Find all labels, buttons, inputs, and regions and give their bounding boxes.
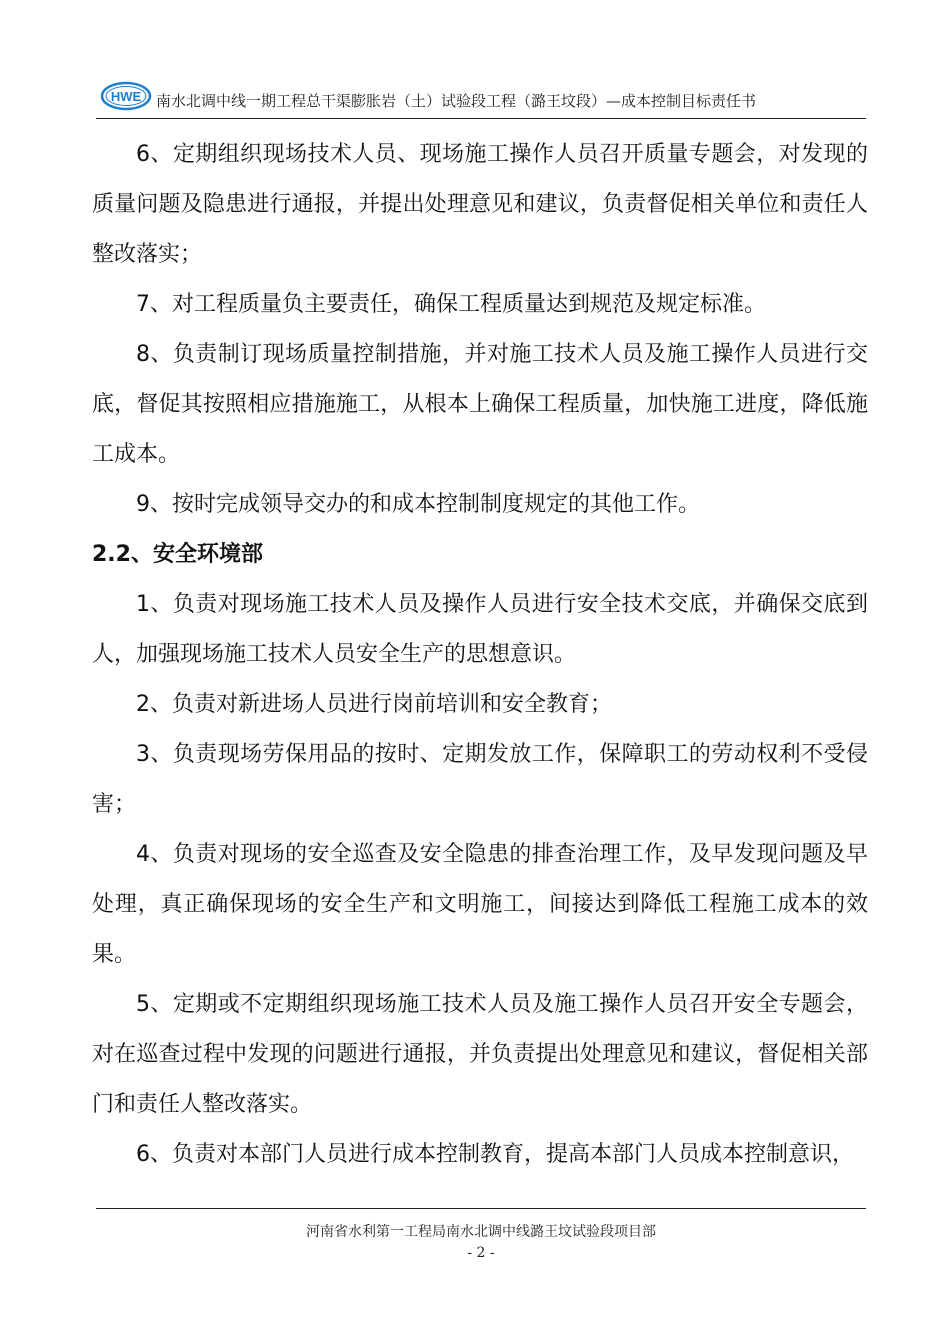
paragraph-7: 7、对工程质量负主要责任，确保工程质量达到规范及规定标准。 bbox=[136, 292, 766, 317]
section-paragraph-1: 1、负责对现场施工技术人员及操作人员进行安全技术交底，并确保交底到人，加强现场施工技术人员安全生产的思想意识。 bbox=[92, 592, 868, 667]
section-paragraph-5: 5、定期或不定期组织现场施工技术人员及施工操作人员召开安全专题会，对在巡查过程中发现的问题进行通报，并负责提出处理意见和建议，督促相关部门和责任人整改落实。 bbox=[92, 992, 868, 1117]
hwe-logo bbox=[100, 80, 152, 112]
section-heading: 2.2、安全环境部 bbox=[92, 542, 263, 567]
page-number: - 2 - bbox=[467, 1245, 495, 1261]
section-paragraph-3: 3、负责现场劳保用品的按时、定期发放工作，保障职工的劳动权利不受侵害； bbox=[92, 742, 868, 817]
section-paragraph-4: 4、负责对现场的安全巡查及安全隐患的排查治理工作，及早发现问题及早处理，真正确保现场的安全生产和文明施工，间接达到降低工程施工成本的效果。 bbox=[92, 842, 868, 967]
page-footer bbox=[96, 1208, 866, 1259]
page-header bbox=[96, 78, 866, 119]
section-paragraph-2: 2、负责对新进场人员进行岗前培训和安全教育； bbox=[136, 692, 612, 717]
document-body bbox=[92, 130, 868, 1180]
footer-organization: 河南省水利第一工程局南水北调中线潞王坟试验段项目部 bbox=[306, 1224, 656, 1240]
paragraph-8: 8、负责制订现场质量控制措施，并对施工技术人员及施工操作人员进行交底，督促其按照相应措施施工，从根本上确保工程质量，加快施工进度，降低施工成本。 bbox=[92, 342, 868, 467]
paragraph-6: 6、定期组织现场技术人员、现场施工操作人员召开质量专题会，对发现的质量问题及隐患进行通报，并提出处理意见和建议，负责督促相关单位和责任人整改落实； bbox=[92, 142, 868, 267]
logo-text: HWE bbox=[110, 89, 142, 104]
section-paragraph-6: 6、负责对本部门人员进行成本控制教育，提高本部门人员成本控制意识， bbox=[136, 1142, 854, 1167]
paragraph-9: 9、按时完成领导交办的和成本控制制度规定的其他工作。 bbox=[136, 492, 700, 517]
header-title: 南水北调中线一期工程总干渠膨胀岩（土）试验段工程（潞王坟段）—成本控制目标责任书 bbox=[156, 92, 757, 110]
